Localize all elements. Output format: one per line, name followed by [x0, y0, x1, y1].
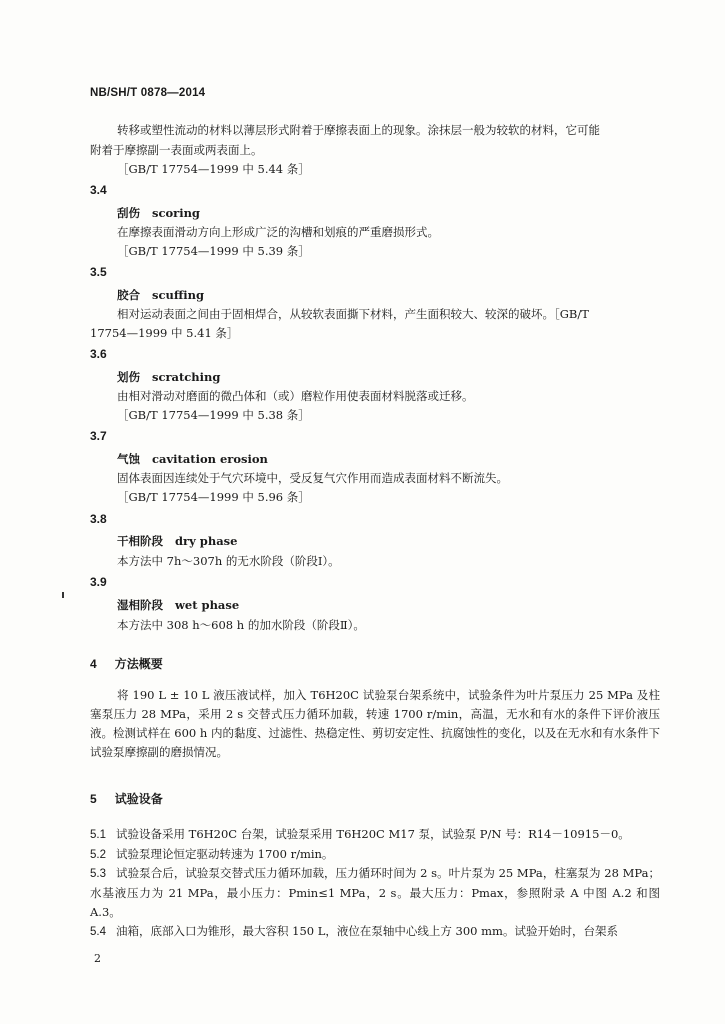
clause-text: 试验设备采用 T6H20C 台架，试验泵采用 T6H20C M17 泵，试验泵 P/N 号：R14－10915－0。	[116, 827, 630, 841]
clause-text: 试验泵理论恒定驱动转速为 1700 r/min。	[116, 847, 334, 861]
text-line: 转移或塑性流动的材料以薄层形式附着于摩擦表面上的现象。涂抹层一般为较软的材料，它可能	[117, 123, 600, 137]
section-number: 5	[90, 792, 97, 806]
clause-5-4	[90, 922, 660, 942]
scan-mark	[62, 592, 64, 598]
citation: ［GB/T 17754—1999 中 5.38 条］	[117, 408, 310, 422]
term-definition: 固体表面因连续处于气穴环境中，受反复气穴作用而造成表面材料不断流失。	[117, 471, 508, 485]
clause-number: 5.4	[90, 926, 106, 938]
section-heading-5	[90, 790, 163, 807]
citation: ［GB/T 17754—1999 中 5.96 条］	[117, 490, 310, 504]
term-title	[117, 205, 200, 221]
term-definition: 本方法中 308 h～608 h 的加水阶段（阶段Ⅱ）。	[117, 618, 365, 632]
term-definition: 相对运动表面之间由于固相焊合，从较软表面撕下材料，产生面积较大、较深的破坏。［GB/T	[117, 307, 589, 321]
term-title	[117, 369, 220, 385]
citation: ［GB/T 17754—1999 中 5.44 条］	[117, 162, 310, 176]
clause-text: 油箱，底部入口为锥形，最大容积 150 L，液位在泵轴中心线上方 300 mm。试验开始时，台架系	[116, 924, 618, 938]
term-cn: 湿相阶段	[117, 598, 163, 612]
term-cn: 气蚀	[117, 452, 140, 466]
term-cn: 胶合	[117, 288, 140, 302]
term-cn: 刮伤	[117, 206, 140, 220]
citation: ［GB/T 17754—1999 中 5.39 条］	[117, 244, 310, 258]
term-number: 3.4	[90, 183, 107, 197]
term-en: scoring	[152, 206, 200, 220]
clause-number: 5.2	[90, 849, 106, 861]
clause-text: 试验泵合后，试验泵交替式压力循环加载，压力循环时间为 2 s。叶片泵为 25 MPa，柱塞泵为 28 MPa；水基液压力为 21 MPa，最小压力：Pmin≤1 MPa，2 s。最大压力：Pmax，参照附录 A 中图 A.2 和图 A.3。	[90, 866, 660, 919]
clause-5-1	[90, 825, 660, 845]
term-en: wet phase	[175, 598, 240, 612]
standard-number-header: NB/SH/T 0878—2014	[90, 87, 206, 99]
section-number: 4	[90, 657, 97, 671]
term-en: cavitation erosion	[152, 452, 268, 466]
term-number: 3.7	[90, 429, 107, 443]
section-4-body: 将 190 L ± 10 L 液压液试样，加入 T6H20C 试验泵台架系统中，试验条件为叶片泵压力 25 MPa 及柱塞泵压力 28 MPa，采用 2 s 交替式压力循环加载，转速 1700 r/min，高温，无水和有水的条件下评价液压液。检测试样在 600 h 内的黏度、过滤性、热稳定性、剪切安定性、抗腐蚀性的变化，以及在无水和有水条件下试验泵摩擦副的磨损情况。	[90, 688, 660, 759]
term-cn: 干相阶段	[117, 534, 163, 548]
term-title	[117, 451, 268, 467]
term-definition: 由相对滑动对磨面的微凸体和（或）磨粒作用使表面材料脱落或迁移。	[117, 389, 474, 403]
term-title	[117, 287, 204, 303]
clause-number: 5.3	[90, 868, 106, 880]
term-number: 3.8	[90, 512, 107, 526]
page-number: 2	[94, 952, 101, 965]
term-en: scratching	[152, 370, 221, 384]
section-title: 试验设备	[114, 792, 163, 806]
term-definition: 在摩擦表面滑动方向上形成广泛的沟槽和划痕的严重磨损形式。	[117, 225, 439, 239]
term-number: 3.6	[90, 347, 107, 361]
term-definition: 本方法中 7h～307h 的无水阶段（阶段Ⅰ）。	[117, 554, 340, 568]
term-number: 3.5	[90, 265, 107, 279]
clause-number: 5.1	[90, 829, 106, 841]
term-title	[117, 533, 237, 549]
clause-5-3	[90, 864, 660, 922]
term-cn: 划伤	[117, 370, 140, 384]
section-heading-4	[90, 655, 163, 672]
text-line: 附着于摩擦副一表面或两表面上。	[90, 143, 263, 157]
clause-5-2	[90, 845, 660, 865]
term-en: dry phase	[175, 534, 238, 548]
term-en: scuffing	[152, 288, 205, 302]
term-number: 3.9	[90, 575, 107, 589]
citation: 17754—1999 中 5.41 条］	[90, 326, 239, 340]
term-title	[117, 597, 239, 613]
section-title: 方法概要	[114, 657, 163, 671]
